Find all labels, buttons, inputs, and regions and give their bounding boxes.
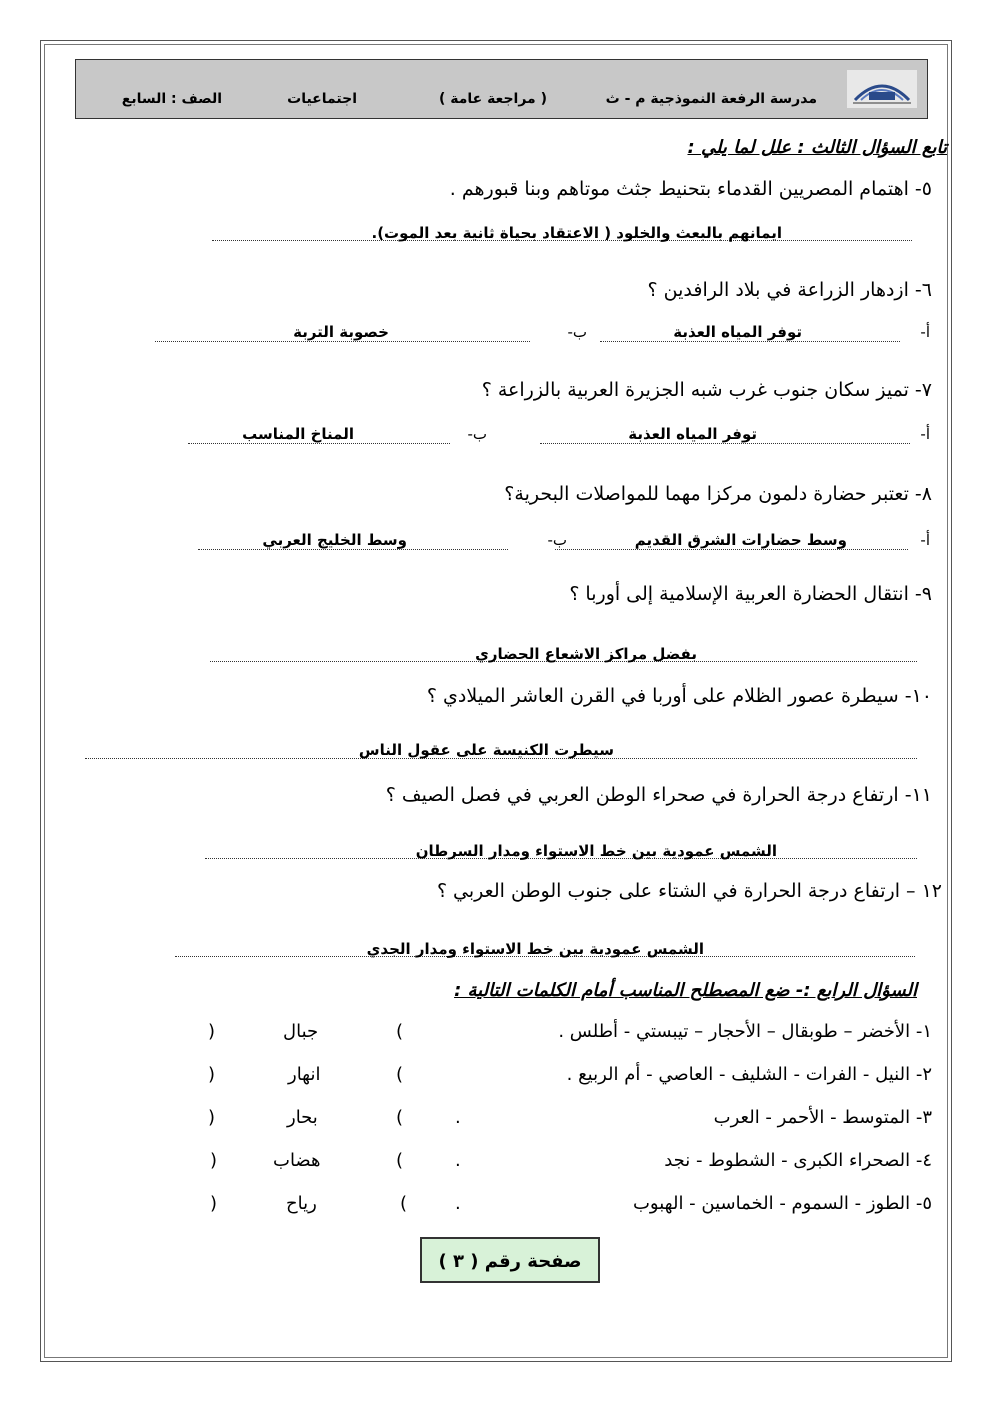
term-row-5-answer: رياح xyxy=(286,1193,317,1214)
term-row-4-text: ٤- الصحراء الكبرى - الشطوط - نجد xyxy=(664,1150,932,1171)
answer-7a: توفر المياه العذبة xyxy=(628,425,757,443)
term-row-3-dot: . xyxy=(455,1107,461,1128)
answer-5: ايمانهم بالبعث والخلود ( الاعتقاد بحياة ثانية بعد الموت). xyxy=(371,224,782,242)
term-row-2-text: ٢- النيل - الفرات - الشليف - العاصي - أم الربيع . xyxy=(566,1064,932,1085)
answer-9: بفضل مراكز الاشعاع الحضاري xyxy=(475,645,697,663)
answer-7-label-b: ب- xyxy=(467,425,487,443)
page-number-label: صفحة رقم ( ٣ ) xyxy=(438,1251,582,1272)
answer-line-7b xyxy=(188,443,450,444)
term-row-5-text: ٥- الطوز - السموم - الخماسين - الهبوب xyxy=(632,1193,932,1214)
page-header xyxy=(75,59,928,119)
answer-7-label-a: أ- xyxy=(920,425,930,443)
term-row-3-open-paren: ( xyxy=(396,1107,404,1128)
page-number-box xyxy=(420,1237,600,1283)
answer-line-6b xyxy=(155,341,530,342)
term-row-4-open-paren: ( xyxy=(396,1150,404,1171)
term-row-2-answer: انهار xyxy=(288,1064,321,1085)
answer-7b: المناخ المناسب xyxy=(242,425,354,443)
question-10: ١٠- سيطرة عصور الظلام على أوربا في القرن العاشر الميلادي ؟ xyxy=(426,685,932,707)
answer-line-8b xyxy=(198,549,508,550)
term-row-2-open-paren: ( xyxy=(396,1064,404,1085)
school-logo-icon xyxy=(847,70,917,108)
term-row-4-close-paren: ) xyxy=(210,1150,218,1171)
question-6: ٦- ازدهار الزراعة في بلاد الرافدين ؟ xyxy=(647,279,932,301)
term-row-1-close-paren: ) xyxy=(208,1021,216,1042)
term-row-5-dot: . xyxy=(455,1193,461,1214)
answer-6a: توفر المياه العذبة xyxy=(673,323,802,341)
answer-8b: وسط الخليج العربي xyxy=(262,531,407,549)
answer-6-label-a: أ- xyxy=(920,323,930,341)
answer-6-label-b: ب- xyxy=(567,323,587,341)
term-row-5-close-paren: ) xyxy=(210,1193,218,1214)
review-label: ( مراجعة عامة ) xyxy=(438,91,547,107)
term-row-1-open-paren: ( xyxy=(396,1021,404,1042)
answer-line-8a xyxy=(555,549,908,550)
section4-title: السؤال الرابع :- ضع المصطلح المناسب أمام الكلمات التالية : xyxy=(454,980,917,1001)
question-7: ٧- تميز سكان جنوب غرب شبه الجزيرة العربية بالزراعة ؟ xyxy=(481,379,932,401)
term-row-5-open-paren: ( xyxy=(400,1193,408,1214)
question-11: ١١- ارتفاع درجة الحرارة في صحراء الوطن العربي في فصل الصيف ؟ xyxy=(385,784,932,806)
question-8: ٨- تعتبر حضارة دلمون مركزا مهما للمواصلات البحرية؟ xyxy=(504,483,932,505)
term-row-1-answer: جبال xyxy=(283,1021,319,1042)
term-row-3-close-paren: ) xyxy=(208,1107,216,1128)
answer-8-label-a: أ- xyxy=(920,531,930,549)
term-row-2-close-paren: ) xyxy=(208,1064,216,1085)
term-row-3-answer: بحار xyxy=(287,1107,318,1128)
school-name: مدرسة الرفعة النموذجية م - ث xyxy=(605,91,817,107)
answer-12: الشمس عمودية بين خط الاستواء ومدار الجدي xyxy=(366,940,704,958)
question-9: ٩- انتقال الحضارة العربية الإسلامية إلى أوربا ؟ xyxy=(569,583,932,605)
answer-10: سيطرت الكنيسة على عقول الناس xyxy=(358,741,614,759)
question-12: ١٢ – ارتفاع درجة الحرارة في الشتاء على جنوب الوطن العربي ؟ xyxy=(436,880,942,902)
answer-8-label-b: ب- xyxy=(547,531,567,549)
term-row-4-dot: . xyxy=(455,1150,461,1171)
term-row-4-answer: هضاب xyxy=(273,1150,321,1171)
question-5: ٥- اهتمام المصريين القدماء بتحنيط جثث موتاهم وبنا قبورهم . xyxy=(449,178,932,200)
answer-6b: خصوبة التربة xyxy=(293,323,389,341)
term-row-1-text: ١- الأخضر – طوبقال – الأحجار – تيبستي - أطلس . xyxy=(558,1021,932,1042)
answer-8a: وسط حضارات الشرق القديم xyxy=(634,531,847,549)
section3-title: تابع السؤال الثالث : علل لما يلي : xyxy=(687,137,947,158)
subject-label: اجتماعيات xyxy=(287,91,357,107)
grade-label: الصف : السابع xyxy=(121,91,222,107)
answer-line-6a xyxy=(600,341,900,342)
term-row-3-text: ٣- المتوسط - الأحمر - العرب xyxy=(713,1107,932,1128)
answer-line-7a xyxy=(540,443,910,444)
answer-11: الشمس عمودية بين خط الاستواء ومدار السرطان xyxy=(415,842,777,860)
